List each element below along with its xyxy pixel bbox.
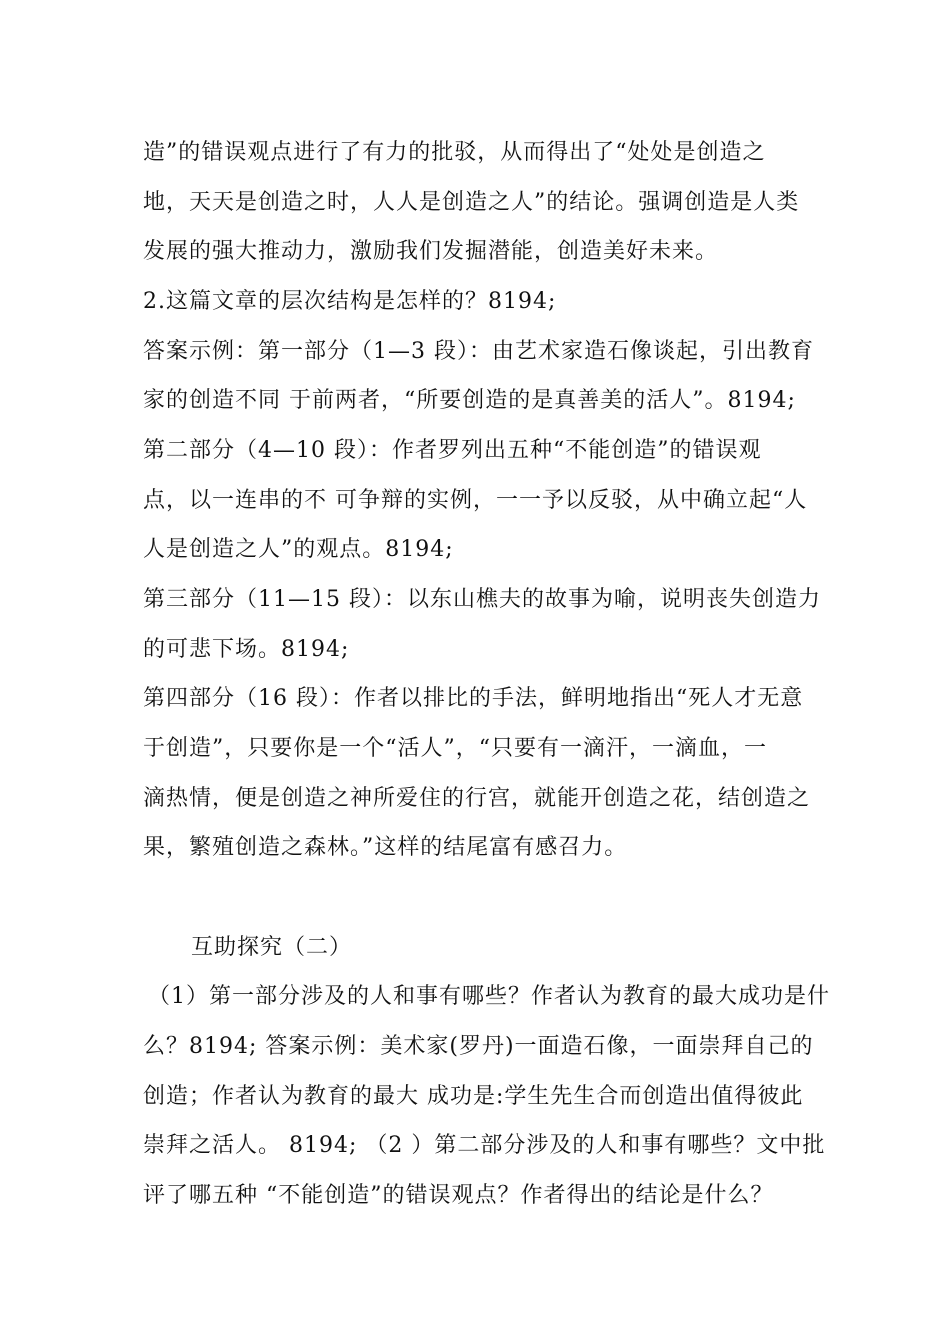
text-line: 造”的错误观点进行了有力的批驳，从而得出了“处处是创造之 bbox=[143, 140, 766, 165]
text-line: 崇拜之活人。 8194; （2 ）第二部分涉及的人和事有哪些？文中批 bbox=[143, 1133, 826, 1158]
text-line: 点，以一连串的不 可争辩的实例，一一予以反驳，从中确立起“人 bbox=[143, 488, 808, 513]
section-heading: 互助探究（二） bbox=[191, 935, 353, 960]
text-line: 人是创造之人”的观点。8194; bbox=[143, 537, 454, 562]
text-line: 2.这篇文章的层次结构是怎样的？8194; bbox=[143, 289, 557, 314]
text-line: 答案示例：第一部分（1—3 段）：由艺术家造石像谈起，引出教育 bbox=[143, 339, 814, 364]
text-line: 评了哪五种 “不能创造”的错误观点？作者得出的结论是什么？ bbox=[143, 1183, 774, 1208]
text-line: 第二部分（4—10 段）：作者罗列出五种“不能创造”的错误观 bbox=[143, 438, 762, 463]
text-line: 的可悲下场。8194; bbox=[143, 637, 350, 662]
text-line: 第三部分（11—15 段）：以东山樵夫的故事为喻，说明丧失创造力 bbox=[143, 587, 821, 612]
text-line: 于创造”，只要你是一个“活人”，“只要有一滴汗，一滴血，一 bbox=[143, 736, 767, 761]
text-line: 第四部分（16 段）：作者以排比的手法，鲜明地指出“死人才无意 bbox=[143, 686, 804, 711]
text-line: 地，天天是创造之时，人人是创造之人”的结论。强调创造是人类 bbox=[143, 190, 800, 215]
text-line: 果，繁殖创造之森林。”这样的结尾富有感召力。 bbox=[143, 835, 628, 860]
text-line: 滴热情，便是创造之神所爱住的行宫，就能开创造之花，结创造之 bbox=[143, 786, 811, 811]
text-line: 创造；作者认为教育的最大 成功是:学生先生合而创造出值得彼此 bbox=[143, 1084, 804, 1109]
text-line: （1）第一部分涉及的人和事有哪些？作者认为教育的最大成功是什 bbox=[148, 984, 830, 1009]
text-line: 么？8194; 答案示例：美术家(罗丹)一面造石像，一面崇拜自己的 bbox=[143, 1034, 814, 1059]
text-line: 发展的强大推动力，激励我们发掘潜能，创造美好未来。 bbox=[143, 239, 719, 264]
text-line: 家的创造不同 于前两者，“所要创造的是真善美的活人”。8194; bbox=[143, 388, 796, 413]
